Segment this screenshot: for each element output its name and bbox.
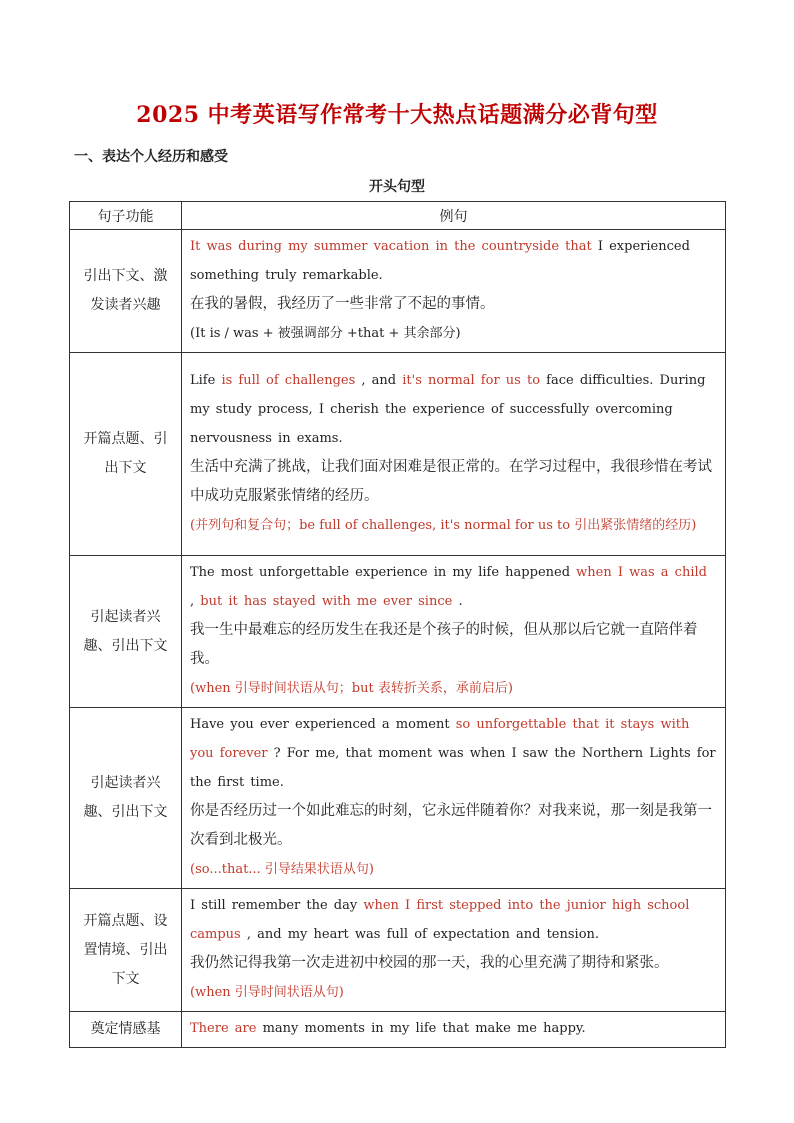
sentence-text: ? For me, that moment was when I saw the Northern Lights for the first time. xyxy=(190,746,716,790)
example-cell xyxy=(182,708,726,889)
grammar-note xyxy=(190,511,717,540)
note-text: (when 引导时间状语从句) xyxy=(190,985,344,1000)
highlighted-phrase: is full of challenges xyxy=(221,373,356,388)
sentence-function: 引起读者兴趣、引出下文 xyxy=(70,556,182,708)
sentence-function: 奠定情感基 xyxy=(70,1012,182,1048)
table-row xyxy=(70,889,726,1012)
grammar-note xyxy=(190,855,717,884)
example-cell xyxy=(182,556,726,708)
english-example xyxy=(190,558,717,616)
highlighted-phrase: so unforgettable that it stays with you forever xyxy=(190,717,690,761)
sentence-text: I still remember the day xyxy=(190,898,364,913)
example-cell xyxy=(182,230,726,353)
english-example xyxy=(190,366,717,453)
table-row xyxy=(70,230,726,353)
page-title: 2025 中考英语写作常考十大热点话题满分必背句型 xyxy=(136,102,658,128)
table-row xyxy=(70,353,726,556)
example-cell xyxy=(182,889,726,1012)
highlighted-phrase: but it has stayed with me ever since xyxy=(200,594,453,609)
chinese-translation: 我仍然记得我第一次走进初中校园的那一天，我的心里充满了期待和紧张。 xyxy=(190,955,669,971)
sentence-table xyxy=(69,201,726,1048)
highlighted-phrase: when I was a child xyxy=(576,565,707,580)
english-example xyxy=(190,891,717,949)
english-example xyxy=(190,232,717,290)
chinese-translation: 我一生中最难忘的经历发生在我还是个孩子的时候，但从那以后它就一直陪伴着我。 xyxy=(190,622,698,667)
section-heading: 一、表达个人经历和感受 xyxy=(74,149,228,165)
sentence-function: 开篇点题、设置情境、引出下文 xyxy=(70,889,182,1012)
note-text: (when 引导时间状语从句；but 表转折关系，承前启后) xyxy=(190,681,513,696)
sentence-function: 引起读者兴趣、引出下文 xyxy=(70,708,182,889)
table-header-row xyxy=(70,202,726,230)
chinese-translation: 在我的暑假，我经历了一些非常了不起的事情。 xyxy=(190,296,495,312)
sentence-function: 开篇点题、引出下文 xyxy=(70,353,182,556)
grammar-note xyxy=(190,319,717,348)
sentence-text: , and xyxy=(355,373,403,388)
grammar-note xyxy=(190,978,717,1007)
sentence-text: Life xyxy=(190,373,222,388)
english-example xyxy=(190,1014,717,1043)
sentence-text: face difficulties. During my study process, I cherish the experience of successfully overcoming nervousness in exams. xyxy=(190,373,706,446)
sentence-text: I experienced something truly remarkable. xyxy=(190,239,690,283)
note-text: (并列句和复合句；be full of challenges, it's normal for us to 引出紧张情绪的经历) xyxy=(190,518,697,533)
sentence-text: , and my heart was full of expectation and tension. xyxy=(240,927,600,942)
table-row xyxy=(70,708,726,889)
english-example xyxy=(190,710,717,797)
example-cell xyxy=(182,353,726,556)
chinese-translation: 生活中充满了挑战，让我们面对困难是很正常的。在学习过程中，我很珍惜在考试中成功克服紧张情绪的经历。 xyxy=(190,459,712,504)
highlighted-phrase: it's normal for us to xyxy=(402,373,541,388)
header-function: 句子功能 xyxy=(70,202,182,230)
chinese-translation: 你是否经历过一个如此难忘的时刻，它永远伴随着你？对我来说，那一刻是我第一次看到北极光。 xyxy=(190,803,712,848)
highlighted-phrase: It was during my summer vacation in the countryside that xyxy=(190,239,592,254)
note-text: (It is / was + 被强调部分 +that + 其余部分) xyxy=(190,326,461,341)
sentence-text: Have you ever experienced a moment xyxy=(190,717,456,732)
table-row xyxy=(70,556,726,708)
example-cell xyxy=(182,1012,726,1048)
sentence-function: 引出下文、激发读者兴趣 xyxy=(70,230,182,353)
highlighted-phrase: when I first stepped into the junior high school campus xyxy=(190,898,690,942)
highlighted-phrase: There are xyxy=(190,1021,257,1036)
table-row xyxy=(70,1012,726,1048)
header-example: 例句 xyxy=(182,202,726,230)
sentence-text: , xyxy=(190,594,201,609)
sentence-text: The most unforgettable experience in my life happened xyxy=(190,565,577,580)
sentence-text: . xyxy=(452,594,463,609)
note-text: (so...that... 引导结果状语从句) xyxy=(190,862,374,877)
sentence-text: many moments in my life that make me happy. xyxy=(256,1021,586,1036)
table-caption: 开头句型 xyxy=(369,179,425,195)
grammar-note xyxy=(190,674,717,703)
